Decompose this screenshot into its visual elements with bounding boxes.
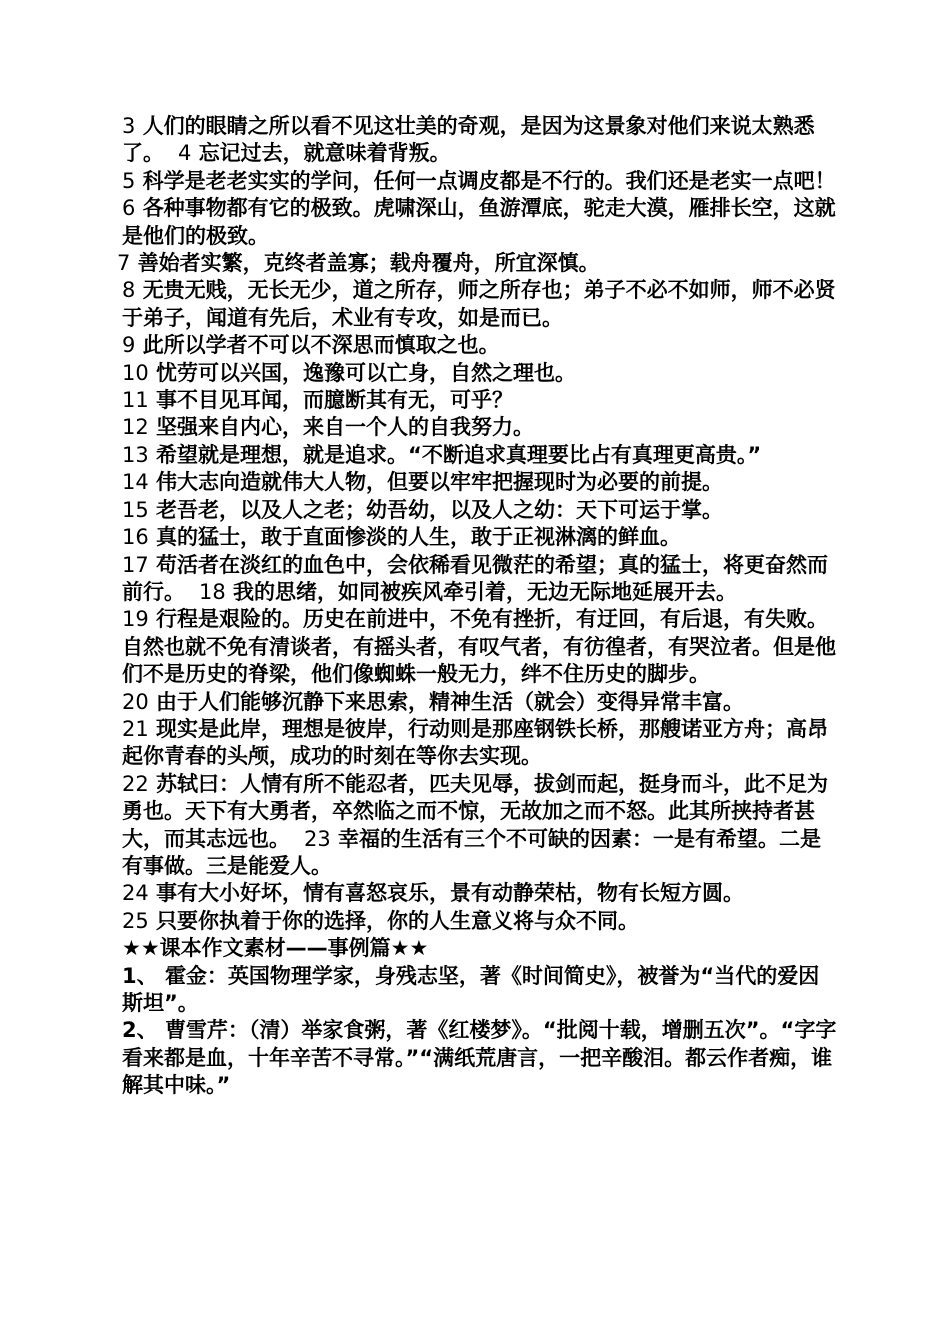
quote-text: 希望就是理想，就是追求。“不断追求真理要比占有真理更高贵。” (156, 442, 762, 467)
quote-text: 我的思绪，如同被疾风牵引着，无边无际地延展开去。 (233, 579, 738, 604)
quote-text: 真的猛士，敢于直面惨淡的人生，敢于正视淋漓的鲜血。 (156, 525, 682, 550)
quote-paragraph-5 (117, 168, 839, 195)
quote-number: 23 (304, 826, 331, 851)
quote-text: 人们的眼睛之所以看不见这壮美的奇观，是因为这景象对他们来说太熟悉了。 (122, 114, 815, 166)
quote-paragraph-17 (117, 552, 839, 607)
quote-paragraph-13 (117, 442, 839, 469)
quote-text: 由于人们能够沉静下来思索，精神生活（就会）变得异常丰富。 (156, 689, 745, 714)
quote-paragraph-3 (117, 113, 839, 168)
quote-number: 17 (122, 552, 149, 577)
quote-number: 6 (122, 196, 136, 221)
quote-number: 19 (122, 607, 149, 632)
quote-paragraph-20 (117, 689, 839, 716)
quote-number: 22 (122, 771, 149, 796)
quote-text: 坚强来自内心，来自一个人的自我努力。 (156, 415, 535, 440)
quote-paragraph-12 (117, 414, 839, 441)
quote-text: 善始者实繁，克终者盖寡；载舟覆舟，所宜深慎。 (137, 251, 600, 276)
quote-paragraph-9 (117, 332, 839, 359)
quote-number: 5 (122, 168, 136, 193)
quote-paragraph-15 (117, 497, 839, 524)
quote-number: 14 (122, 470, 149, 495)
quote-number: 12 (122, 415, 149, 440)
quote-number: 13 (122, 442, 149, 467)
quote-paragraph-8 (117, 277, 839, 332)
quote-paragraph-16 (117, 524, 839, 551)
quote-number: 3 (122, 114, 136, 138)
quote-paragraph-19 (117, 606, 839, 688)
quote-number: 20 (122, 689, 149, 714)
example-item-1 (117, 963, 839, 1018)
quote-text: 只要你执着于你的选择，你的人生意义将与众不同。 (156, 908, 640, 933)
example-text: 霍金：英国物理学家，身残志坚，著《时间简史》，被誉为“当代的爱因斯坦”。 (122, 963, 820, 1015)
example-number: 1、 (122, 963, 158, 988)
quote-text: 行程是艰险的。历史在前进中，不免有挫折，有迂回，有后退，有失败。自然也就不免有清谈者，有摇头者，有叹气者，有彷徨者，有哭泣者。但是他们不是历史的脊梁，他们像蜘蛛一般无力，绊不住历史的脚步。 (122, 607, 836, 687)
quote-text: 事有大小好坏，情有喜怒哀乐，景有动静荣枯，物有长短方圆。 (156, 881, 745, 906)
quote-number: 15 (122, 497, 149, 522)
quote-number: 24 (122, 881, 149, 906)
quote-text: 伟大志向造就伟大人物，但要以牢牢把握现时为必要的前提。 (156, 470, 724, 495)
quote-number: 10 (122, 360, 149, 385)
quote-paragraph-10 (117, 360, 839, 387)
quote-text: 各种事物都有它的极致。虎啸深山，鱼游潭底，驼走大漠，雁排长空，这就是他们的极致。 (122, 196, 836, 248)
quote-text: 苏轼曰：人情有所不能忍者，匹夫见辱，拔剑而起，挺身而斗，此不足为勇也。天下有大勇者，卒然临之而不惊，无故加之而不怒。此其所挟持者甚大，而其志远也。 (122, 771, 829, 851)
quote-number: 4 (178, 141, 192, 166)
quote-text: 幸福的生活有三个不可缺的因素：一是有希望。二是有事做。三是能爱人。 (122, 826, 822, 878)
quote-paragraph-11 (117, 387, 839, 414)
quote-number: 25 (122, 908, 149, 933)
quote-paragraph-7 (117, 250, 839, 277)
quote-text: 苟活者在淡红的血色中，会依稀看见微茫的希望；真的猛士，将更奋然而前行。 (122, 552, 829, 604)
quote-number: 16 (122, 525, 149, 550)
quote-text: 事不目见耳闻，而臆断其有无，可乎？ (156, 388, 514, 413)
quote-text: 此所以学者不可以不深思而慎取之也。 (142, 333, 500, 358)
example-text: 曹雪芹：（清）举家食粥，著《红楼梦》。“批阅十载，增删五次”。“字字看来都是血，十年辛苦不寻常。”“满纸荒唐言，一把辛酸泪。都云作者痴，谁解其中味。” (122, 1018, 837, 1098)
quote-text: 忘记过去，就意味着背叛。 (198, 141, 451, 166)
quote-number: 21 (122, 716, 149, 741)
example-number: 2、 (122, 1018, 158, 1043)
quote-text: 现实是此岸，理想是彼岸，行动则是那座钢铁长桥，那艘诺亚方舟；高昂起你青春的头颅，成功的时刻在等你去实现。 (122, 716, 829, 769)
quote-paragraph-6 (117, 195, 839, 250)
quote-number: 9 (122, 333, 136, 358)
quote-paragraph-25 (117, 908, 839, 935)
quote-number: 11 (122, 388, 149, 413)
quote-paragraph-21 (117, 716, 839, 771)
quote-paragraph-24 (117, 880, 839, 907)
quote-paragraph-22 (117, 771, 839, 881)
section-heading (117, 935, 839, 962)
quote-text: 忧劳可以兴国，逸豫可以亡身，自然之理也。 (156, 360, 577, 385)
quote-text: 无贵无贱，无长无少，道之所存，师之所存也；弟子不必不如师，师不必贤于弟子，闻道有先后，术业有专攻，如是而已。 (122, 278, 836, 330)
example-item-2 (117, 1017, 839, 1099)
quote-number: 18 (199, 579, 226, 604)
quote-number: 7 (117, 251, 131, 276)
quote-paragraph-14 (117, 469, 839, 496)
section-heading-text: ★★课本作文素材——事例篇★★ (122, 936, 429, 961)
document-page (117, 113, 839, 1100)
quote-text: 老吾老，以及人之老；幼吾幼，以及人之幼：天下可运于掌。 (156, 497, 724, 522)
quote-text: 科学是老老实实的学问，任何一点调皮都是不行的。我们还是老实一点吧！ (142, 168, 836, 193)
quote-number: 8 (122, 278, 136, 303)
